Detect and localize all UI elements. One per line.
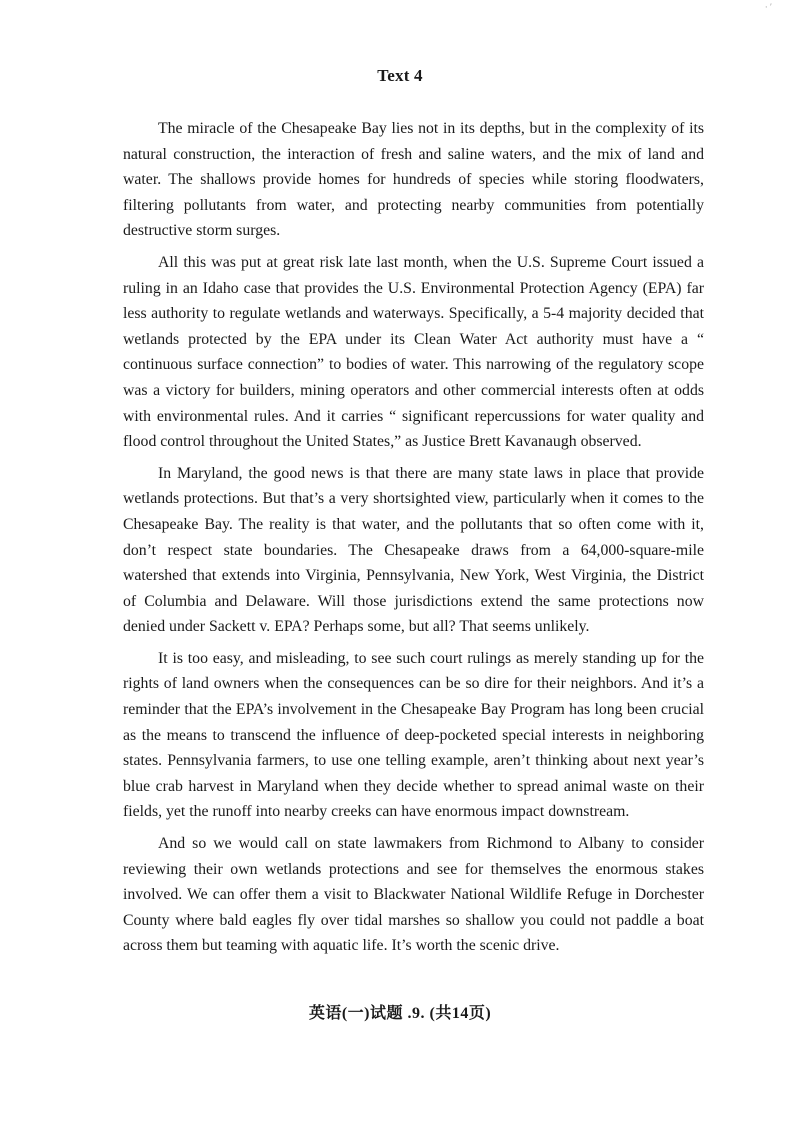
- paragraph-1: The miracle of the Chesapeake Bay lies not in its depths, but in the complexity of its natural construction, the interaction of fresh and saline waters, and the mix of land and water. The shallows provide homes for hundreds of species while storing floodwaters, filtering pollutants from water, and protecting nearby communities from potentially destructive storm surges.: [123, 120, 704, 240]
- scan-corner-mark: · ′: [764, 2, 772, 12]
- paragraph-2: All this was put at great risk late last month, when the U.S. Supreme Court issued a ruling in an Idaho case that provides the U.S. Environmental Protection Agency (EPA) far less authority to regulate wetlands and waterways. Specifically, a 5-4 majority decided that wetlands protected by the EPA under its Clean Water Act authority must have a “ continuous surface connection” to bodies of water. This narrowing of the regulatory scope was a victory for builders, mining operators and other commercial interests often at odds with environmental rules. And it carries “ significant repercussions for water quality and flood control throughout the United States,” as Justice Brett Kavanaugh observed.: [123, 253, 704, 451]
- paragraph-3: In Maryland, the good news is that there are many state laws in place that provide wetlands protections. But that’s a very shortsighted view, particularly when it comes to the Chesapeake Bay. The reality is that water, and the pollutants that so often come with it, don’t respect state boundaries. The Chesapeake draws from a 64,000-square-mile watershed that extends into Virginia, Pennsylvania, New York, West Virginia, the District of Columbia and Delaware. Will those jurisdictions extend the same protections now denied under Sackett v. EPA? Perhaps some, but all? That seems unlikely.: [123, 464, 704, 636]
- page-footer: 英语(一)试题 .9. (共14页): [308, 1005, 492, 1022]
- paragraph-5: And so we would call on state lawmakers from Richmond to Albany to consider reviewing their own wetlands protections and see for themselves the enormous stakes involved. We can offer them a visit to Blackwater National Wildlife Refuge in Dorchester County where bald eagles fly over tidal marshes so shallow you could not paddle a boat across them but teaming with aquatic life. It’s worth the scenic drive.: [123, 835, 704, 955]
- passage-body: [123, 116, 704, 965]
- paragraph-4: It is too easy, and misleading, to see such court rulings as merely standing up for the rights of land owners when the consequences can be so dire for their neighbors. And it’s a reminder that the EPA’s involvement in the Chesapeake Bay Program has long been crucial as the means to transcend the influence of deep-pocketed special interests in neighboring states. Pennsylvania farmers, to use one telling example, aren’t thinking about next year’s blue crab harvest in Maryland when they decide whether to spread animal waste on their fields, yet the runoff into nearby creeks can have enormous impact downstream.: [123, 649, 704, 821]
- passage-heading: Text 4: [377, 66, 423, 85]
